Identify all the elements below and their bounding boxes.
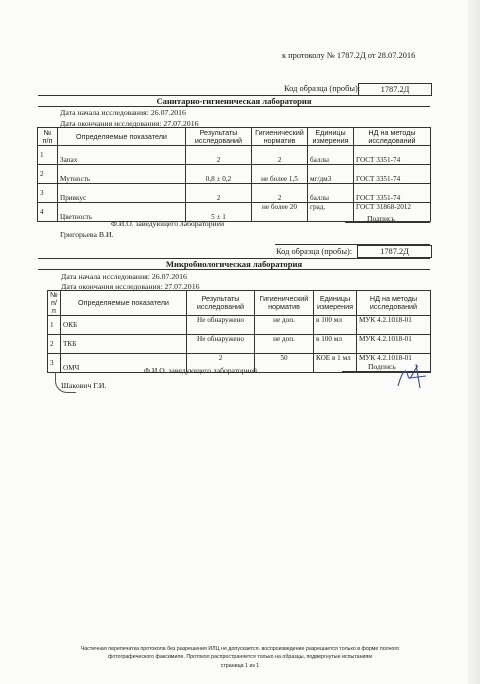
sample-code-value: 1787.2Д	[358, 83, 432, 96]
row-unit: баллы	[308, 184, 354, 203]
divider	[38, 269, 430, 270]
table-row	[38, 165, 431, 184]
start-date: Дата начала исследования: 26.07.2016	[61, 272, 187, 281]
row-param: Привкус	[58, 184, 186, 203]
row-norm: не более 20	[252, 203, 308, 222]
row-unit: в 100 мл	[314, 335, 357, 354]
table-header-row	[38, 128, 431, 146]
results-table-micro	[47, 290, 431, 373]
end-date: Дата окончания исследования: 27.07.2016	[61, 282, 200, 291]
col-norm-header: Гигиенический норматив	[255, 291, 314, 316]
col-method-header: НД на методы исследований	[357, 291, 431, 316]
col-method-header: НД на методы исследований	[354, 128, 431, 146]
row-unit: в 100 мл	[314, 316, 357, 335]
col-norm-header: Гигиенический норматив	[252, 128, 308, 146]
col-result-header: Результаты исследований	[186, 128, 252, 146]
section-title-sanitary: Санитарно-гигиеническая лаборатория	[156, 96, 312, 106]
row-num: 1	[38, 146, 58, 165]
head-name: Шакович Г.И.	[61, 381, 107, 390]
row-method: ГОСТ 3351-74	[354, 165, 431, 184]
row-method: ГОСТ 3351-74	[354, 146, 431, 165]
col-param-header: Определяемые показатели	[61, 291, 187, 316]
row-method: ГОСТ 31868-2012	[354, 203, 431, 222]
row-result: Не обнаружено	[187, 316, 255, 335]
row-num: 1	[48, 316, 61, 335]
col-param-header: Определяемые показатели	[58, 128, 186, 146]
row-param: Цветность	[58, 203, 186, 222]
row-unit: град.	[308, 203, 354, 222]
row-result: 2	[186, 184, 252, 203]
row-norm: 50	[255, 354, 314, 373]
col-result-header: Результаты исследований	[187, 291, 255, 316]
row-param: Мутность	[58, 165, 186, 184]
row-unit: мг/дм3	[308, 165, 354, 184]
row-num: 3	[38, 184, 58, 203]
sample-code-label: Код образца (пробы):	[284, 84, 361, 93]
col-num-header: № п/п	[38, 128, 58, 146]
protocol-reference: к протоколу № 1787.2Д от 28.07.2016	[282, 51, 416, 60]
end-date: Дата окончания исследования: 27.07.2016	[60, 119, 199, 128]
row-norm: 2	[252, 146, 308, 165]
row-result: 5 ± 1	[186, 203, 252, 222]
row-num: 4	[38, 203, 58, 222]
row-method: МУК 4.2.1018-01	[357, 316, 431, 335]
col-unit-header: Единицы измерения	[314, 291, 357, 316]
scan-edge	[468, 0, 480, 684]
row-method: ГОСТ 3351-74	[354, 184, 431, 203]
table-row	[38, 146, 431, 165]
head-label: Ф.И.О. заведующего лабораторией	[111, 219, 225, 228]
head-name: Григорьева В.И.	[60, 230, 114, 239]
row-norm: не доп.	[255, 335, 314, 354]
col-num-header: № п/п	[48, 291, 61, 316]
signature-label: Подпись	[368, 362, 396, 371]
page-number: страница 1 из 1	[220, 663, 260, 669]
table-row	[38, 184, 431, 203]
signature-mark	[392, 362, 432, 390]
row-result: 2	[187, 354, 255, 373]
sample-code-label: Код образца (пробы):	[276, 247, 353, 256]
row-norm: не более 1,5	[252, 165, 308, 184]
section-title-micro: Микробиологическая лаборатория	[165, 259, 303, 269]
row-method: МУК 4.2.1018-01	[357, 354, 431, 373]
signature-scribble	[55, 372, 76, 393]
row-unit: КОЕ в 1 мл	[314, 354, 357, 373]
row-param: ТКБ	[61, 335, 187, 354]
results-table-sanitary	[37, 127, 431, 222]
row-num: 2	[48, 335, 61, 354]
signature-line	[345, 222, 430, 223]
row-unit: баллы	[308, 146, 354, 165]
col-unit-header: Единицы измерения	[308, 128, 354, 146]
row-num: 2	[38, 165, 58, 184]
row-result: 0,8 ± 0,2	[186, 165, 252, 184]
row-norm: не доп.	[255, 316, 314, 335]
sample-code-value: 1787.2Д	[357, 245, 432, 258]
footer-line-1: Частичная перепечатка протокола без разрешения ИЛЦ не допускается. воспроизведение разрешается только в форме полного	[80, 646, 400, 652]
table-row	[48, 335, 431, 354]
divider	[38, 106, 430, 107]
row-method: МУК 4.2.1018-01	[357, 335, 431, 354]
table-row	[48, 316, 431, 335]
row-param: ОКБ	[61, 316, 187, 335]
footer-line-2: фотографического факсимиле. Протокол распространяется только на образцы, подвергнутые испытаниям	[107, 654, 373, 660]
start-date: Дата начала исследования: 26.07.2016	[60, 108, 186, 117]
row-num: 3	[48, 354, 61, 373]
row-param: Запах	[58, 146, 186, 165]
row-norm: 2	[252, 184, 308, 203]
head-label: Ф.И.О. заведующего лабораторией	[144, 366, 258, 375]
signature-label: Подпись	[367, 214, 395, 223]
row-result: Не обнаружено	[187, 335, 255, 354]
row-result: 2	[186, 146, 252, 165]
row-param: ОМЧ	[61, 354, 187, 373]
table-header-row	[48, 291, 431, 316]
